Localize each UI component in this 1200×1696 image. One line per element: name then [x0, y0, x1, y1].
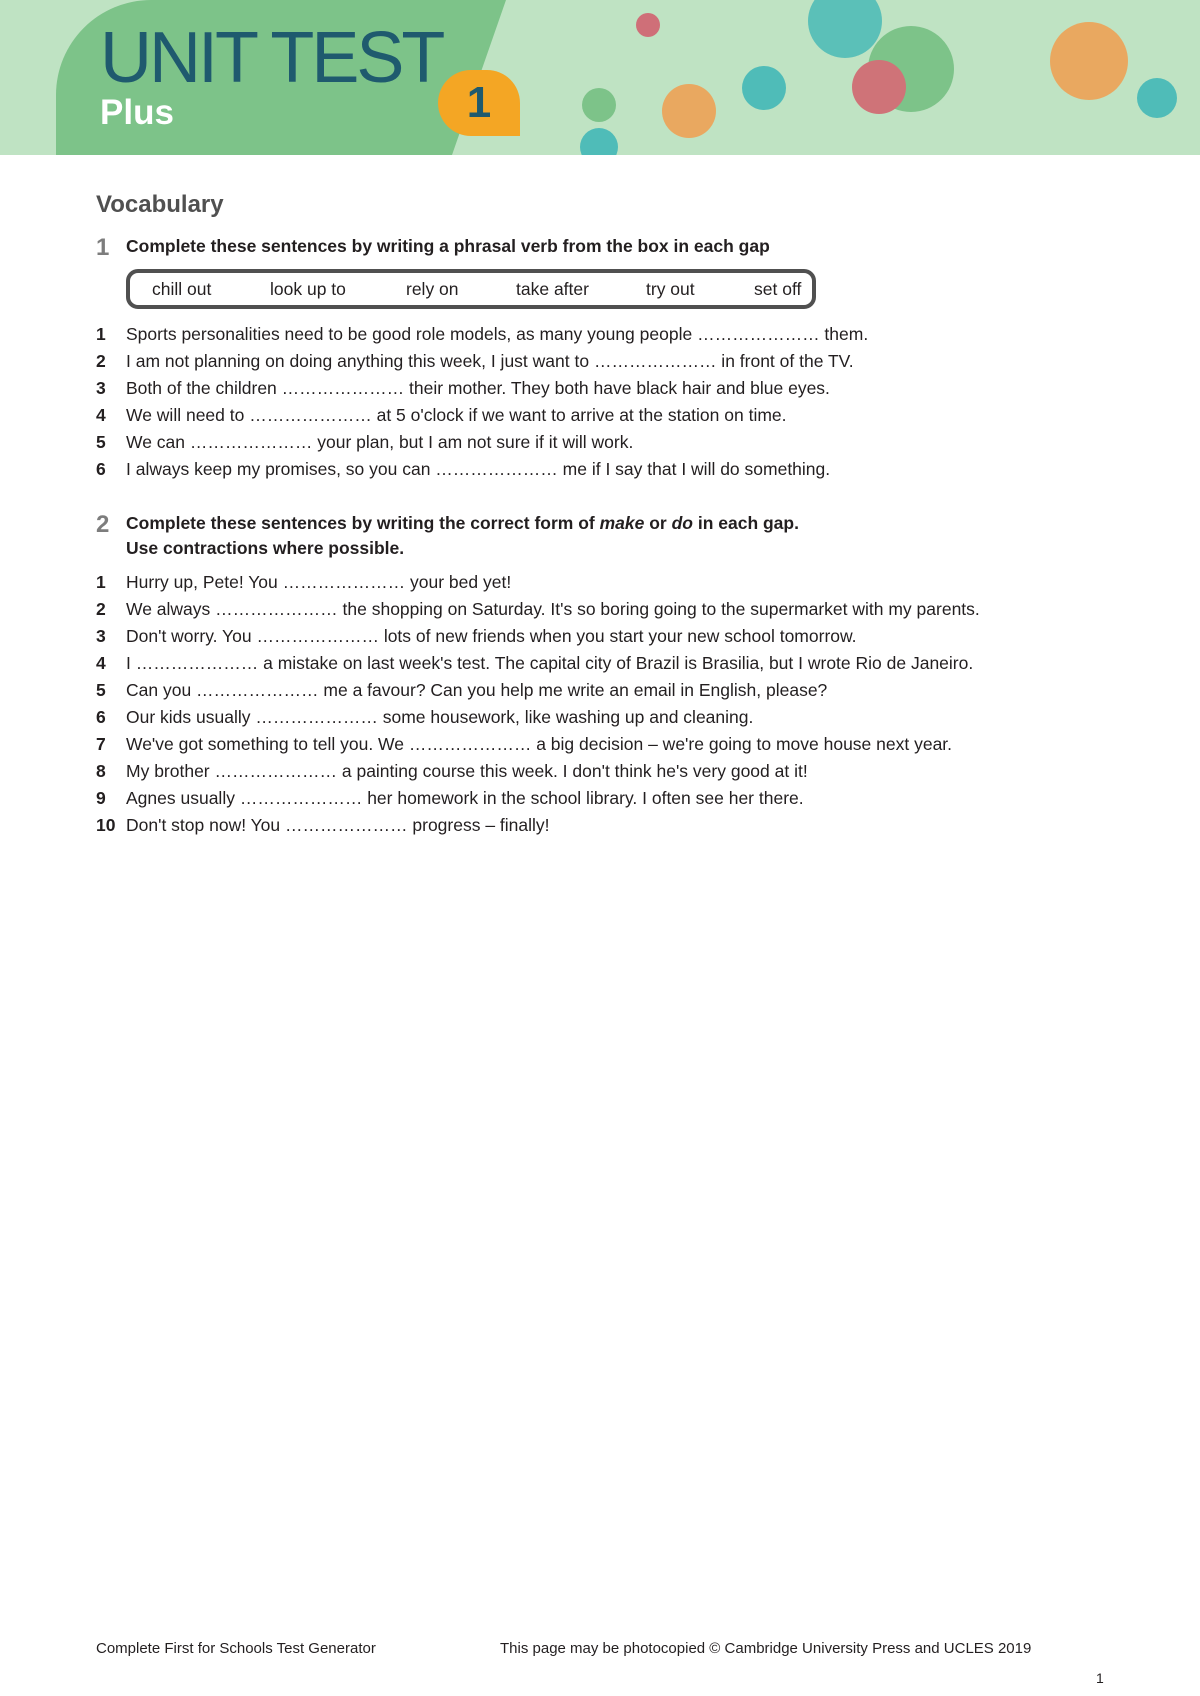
header-banner — [0, 0, 1200, 155]
item-number: 1 — [96, 572, 106, 592]
item-text-before: We will need to — [126, 405, 250, 425]
exercise-2 — [96, 511, 1116, 839]
exercise-number: 2 — [96, 511, 110, 538]
item-number: 4 — [96, 653, 106, 673]
word-box-item: look up to — [270, 278, 346, 299]
item-text-after: me if I say that I will do something. — [557, 459, 831, 479]
item-number: 5 — [96, 432, 106, 452]
item-text-before: We always — [126, 599, 216, 619]
decorative-circle — [662, 84, 716, 138]
item-text-before: I — [126, 653, 136, 673]
item-text-after: a painting course this week. I don't think he's very good at it! — [337, 761, 808, 781]
item-text-before: Hurry up, Pete! You — [126, 572, 283, 592]
exercise-instruction-line2: Use contractions where possible. — [126, 538, 405, 558]
list-item — [96, 650, 1116, 677]
item-text-before: Our kids usually — [126, 707, 256, 727]
item-text-after: a mistake on last week's test. The capital city of Brazil is Brasilia, but I wrote Rio de Janeiro. — [258, 653, 974, 673]
answer-gap[interactable]: ………………… — [215, 599, 338, 619]
item-text-before: Don't stop now! You — [126, 815, 286, 835]
list-item — [96, 677, 1116, 704]
answer-gap[interactable]: ………………… — [435, 459, 558, 479]
item-number: 2 — [96, 599, 106, 619]
decorative-circle — [580, 128, 618, 155]
item-text-before: Sports personalities need to be good role models, as many young people — [126, 324, 698, 344]
item-number: 4 — [96, 405, 106, 425]
decorative-circle — [742, 66, 786, 110]
answer-gap[interactable]: ………………… — [249, 405, 372, 425]
word-box-item: rely on — [406, 278, 459, 299]
word-box-item: try out — [646, 278, 695, 299]
item-text-after: her homework in the school library. I often see her there. — [362, 788, 804, 808]
item-number: 1 — [96, 324, 106, 344]
item-text-after: progress – finally! — [407, 815, 550, 835]
item-text-before: We've got something to tell you. We — [126, 734, 409, 754]
item-number: 10 — [96, 815, 116, 835]
answer-gap[interactable]: ………………… — [255, 707, 378, 727]
unit-number-badge: 1 — [438, 70, 520, 136]
exercise-2-items — [96, 569, 1116, 839]
item-text-before: We can — [126, 432, 190, 452]
answer-gap[interactable]: ………………… — [196, 680, 319, 700]
decorative-circle — [1050, 22, 1128, 100]
list-item — [96, 731, 1116, 758]
answer-gap[interactable]: ………………… — [285, 815, 408, 835]
item-text-after: your bed yet! — [405, 572, 512, 592]
instruction-text: Complete these sentences by writing the correct form of — [126, 513, 600, 533]
list-item — [96, 375, 1116, 402]
item-text-after: their mother. They both have black hair and blue eyes. — [404, 378, 830, 398]
item-number: 3 — [96, 378, 106, 398]
list-item — [96, 623, 1116, 650]
answer-gap[interactable]: ………………… — [282, 572, 406, 592]
answer-gap[interactable]: ………………… — [408, 734, 532, 754]
list-item — [96, 402, 1116, 429]
decorative-circle — [1137, 78, 1177, 118]
item-text-after: in front of the TV. — [716, 351, 854, 371]
answer-gap[interactable]: ………………… — [239, 788, 363, 808]
item-text-after: them. — [819, 324, 869, 344]
answer-gap[interactable]: ………………… — [135, 653, 259, 673]
item-number: 8 — [96, 761, 106, 781]
list-item — [96, 704, 1116, 731]
item-text-after: your plan, but I am not sure if it will work. — [312, 432, 634, 452]
item-number: 7 — [96, 734, 106, 754]
page-subtitle: Plus — [100, 93, 174, 132]
word-box-item: chill out — [152, 278, 212, 299]
footer-left: Complete First for Schools Test Generator — [96, 1640, 376, 1657]
page-number: 1 — [1096, 1670, 1104, 1686]
item-number: 5 — [96, 680, 106, 700]
item-number: 9 — [96, 788, 106, 808]
answer-gap[interactable]: ………………… — [256, 626, 379, 646]
item-text-before: Both of the children — [126, 378, 282, 398]
list-item — [96, 348, 1116, 375]
item-number: 3 — [96, 626, 106, 646]
section-title: Vocabulary — [96, 191, 224, 218]
item-text-after: lots of new friends when you start your new school tomorrow. — [378, 626, 857, 646]
item-text-after: the shopping on Saturday. It's so boring going to the supermarket with my parents. — [337, 599, 980, 619]
word-box-item: set off — [754, 278, 802, 299]
instruction-text: in each gap. — [692, 513, 799, 533]
item-text-after: some housework, like washing up and cleaning. — [377, 707, 754, 727]
footer-copyright: This page may be photocopied © Cambridge University Press and UCLES 2019 — [500, 1640, 1032, 1657]
decorative-circle — [852, 60, 906, 114]
decorative-circle — [636, 13, 660, 37]
page-title: UNIT TEST — [100, 18, 443, 98]
exercise-instruction: Complete these sentences by writing a phrasal verb from the box in each gap — [126, 236, 770, 256]
decorative-circle — [582, 88, 616, 122]
instruction-text: or — [644, 513, 672, 533]
list-item — [96, 596, 1116, 623]
list-item — [96, 456, 1116, 483]
item-number: 2 — [96, 351, 106, 371]
answer-gap[interactable]: ………………… — [189, 432, 313, 452]
item-text-before: I am not planning on doing anything this week, I just want to — [126, 351, 594, 371]
item-text-before: I always keep my promises, so you can — [126, 459, 436, 479]
answer-gap[interactable]: ………………… — [697, 324, 820, 344]
word-box — [126, 269, 816, 309]
item-text-before: Can you — [126, 680, 197, 700]
answer-gap[interactable]: ………………… — [593, 351, 717, 371]
item-text-before: My brother — [126, 761, 215, 781]
word-box-item: take after — [516, 278, 589, 299]
item-number: 6 — [96, 707, 106, 727]
item-text-before: Agnes usually — [126, 788, 240, 808]
list-item — [96, 569, 1116, 596]
instruction-keyword-make: make — [599, 513, 645, 533]
list-item — [96, 758, 1116, 785]
item-text-after: a big decision – we're going to move house next year. — [531, 734, 953, 754]
list-item — [96, 785, 1116, 812]
item-text-after: me a favour? Can you help me write an email in English, please? — [318, 680, 828, 700]
list-item — [96, 429, 1116, 456]
list-item — [96, 321, 1116, 348]
answer-gap[interactable]: ………………… — [214, 761, 337, 781]
exercise-instruction — [126, 511, 1116, 536]
exercise-1-items — [96, 321, 1116, 483]
answer-gap[interactable]: ………………… — [281, 378, 405, 398]
instruction-keyword-do: do — [671, 513, 693, 533]
exercise-1 — [96, 234, 1116, 483]
item-text-before: Don't worry. You — [126, 626, 257, 646]
worksheet-content — [96, 188, 1116, 839]
exercise-number: 1 — [96, 234, 110, 261]
item-text-after: at 5 o'clock if we want to arrive at the station on time. — [371, 405, 787, 425]
item-number: 6 — [96, 459, 106, 479]
list-item — [96, 812, 1116, 839]
decorative-circle — [808, 0, 882, 58]
